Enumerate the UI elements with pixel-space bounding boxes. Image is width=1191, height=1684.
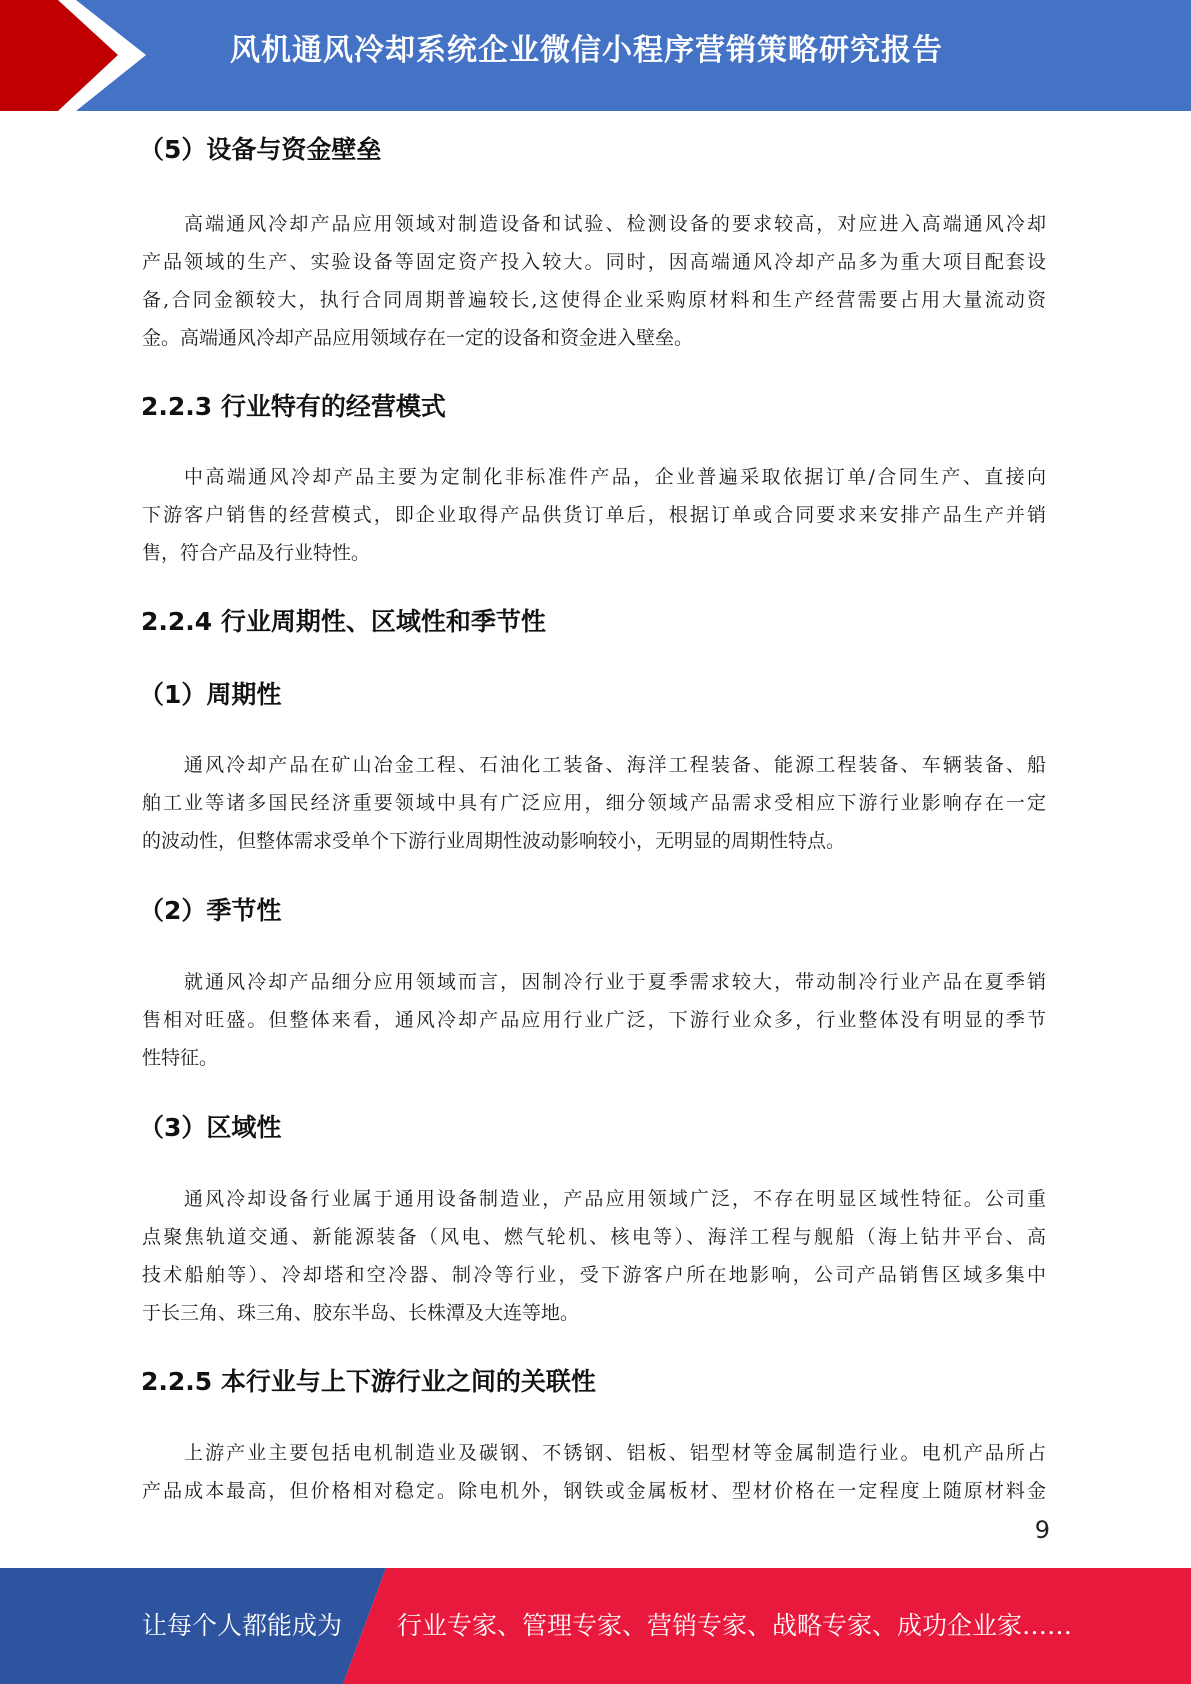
paragraph-line: 售，符合产品及行业特性。: [142, 542, 371, 564]
page-footer: [0, 1568, 1191, 1684]
paragraph-line: 上游产业主要包括电机制造业及碳钢、不锈钢、铝板、铝型材等金属制造行业。电机产品所占: [184, 1442, 1046, 1464]
paragraph-seasonality: [142, 963, 1046, 1077]
footer-slogan-right: 行业专家、管理专家、营销专家、战略专家、成功企业家……: [397, 1611, 1073, 1640]
paragraph-line: 产品成本最高，但价格相对稳定。除电机外，钢铁或金属板材、型材价格在一定程度上随原材料金: [142, 1480, 1046, 1502]
paragraph-line: 就通风冷却产品细分应用领域而言，因制冷行业于夏季需求较大，带动制冷行业产品在夏季销: [184, 971, 1046, 993]
paragraph-line: 下游客户销售的经营模式，即企业取得产品供货订单后，根据订单或合同要求来安排产品生产并销: [142, 504, 1046, 526]
paragraph-line: 高端通风冷却产品应用领域对制造设备和试验、检测设备的要求较高，对应进入高端通风冷却: [184, 213, 1046, 235]
paragraph-line: 于长三角、珠三角、胶东半岛、长株潭及大连等地。: [142, 1302, 580, 1324]
paragraph-line: 性特征。: [142, 1047, 219, 1069]
paragraph-line: 产品领域的生产、实验设备等固定资产投入较大。同时，因高端通风冷却产品多为重大项目配套设: [142, 251, 1046, 273]
paragraph-line: 的波动性，但整体需求受单个下游行业周期性波动影响较小，无明显的周期性特点。: [142, 830, 846, 852]
paragraph-line: 通风冷却产品在矿山冶金工程、石油化工装备、海洋工程装备、能源工程装备、车辆装备、船: [184, 754, 1046, 776]
paragraph-regionality: [142, 1180, 1046, 1332]
header-title: 风机通风冷却系统企业微信小程序营销策略研究报告: [230, 33, 943, 68]
paragraph-equipment-capital: [142, 205, 1046, 357]
paragraph-upstream-downstream: [142, 1434, 1046, 1510]
paragraph-line: 售相对旺盛。但整体来看，通风冷却产品应用行业广泛，下游行业众多，行业整体没有明显的季节: [142, 1009, 1046, 1031]
paragraph-line: 技术船舶等）、冷却塔和空冷器、制冷等行业，受下游客户所在地影响，公司产品销售区域多集中: [142, 1264, 1046, 1286]
heading-2-2-5: 2.2.5 本行业与上下游行业之间的关联性: [141, 1367, 596, 1396]
subheading-equipment-capital-barrier: （5）设备与资金壁垒: [139, 135, 382, 164]
subheading-cyclicality: （1）周期性: [139, 680, 282, 709]
heading-2-2-3: 2.2.3 行业特有的经营模式: [141, 392, 446, 421]
header-arrow-decoration: [0, 0, 160, 111]
paragraph-line: 点聚焦轨道交通、新能源装备（风电、燃气轮机、核电等）、海洋工程与舰船（海上钻井平台、高: [142, 1226, 1046, 1248]
paragraph-line: 备,合同金额较大，执行合同周期普遍较长,这使得企业采购原材料和生产经营需要占用大量流动资: [142, 289, 1046, 311]
paragraph-line: 通风冷却设备行业属于通用设备制造业，产品应用领域广泛，不存在明显区域性特征。公司重: [184, 1188, 1046, 1210]
paragraph-line: 金。高端通风冷却产品应用领域存在一定的设备和资金进入壁垒。: [142, 327, 694, 349]
paragraph-business-model: [142, 458, 1046, 572]
paragraph-cyclicality: [142, 746, 1046, 860]
footer-slogan-left: 让每个人都能成为: [142, 1611, 343, 1640]
subheading-seasonality: （2）季节性: [139, 896, 282, 925]
heading-2-2-4: 2.2.4 行业周期性、区域性和季节性: [141, 607, 546, 636]
subheading-regionality: （3）区域性: [139, 1113, 282, 1142]
page-header: [0, 0, 1191, 111]
paragraph-line: 舶工业等诸多国民经济重要领域中具有广泛应用，细分领域产品需求受相应下游行业影响存在一定: [142, 792, 1046, 814]
page-number: 9: [1034, 1516, 1050, 1544]
paragraph-line: 中高端通风冷却产品主要为定制化非标准件产品，企业普遍采取依据订单/合同生产、直接向: [184, 466, 1046, 488]
